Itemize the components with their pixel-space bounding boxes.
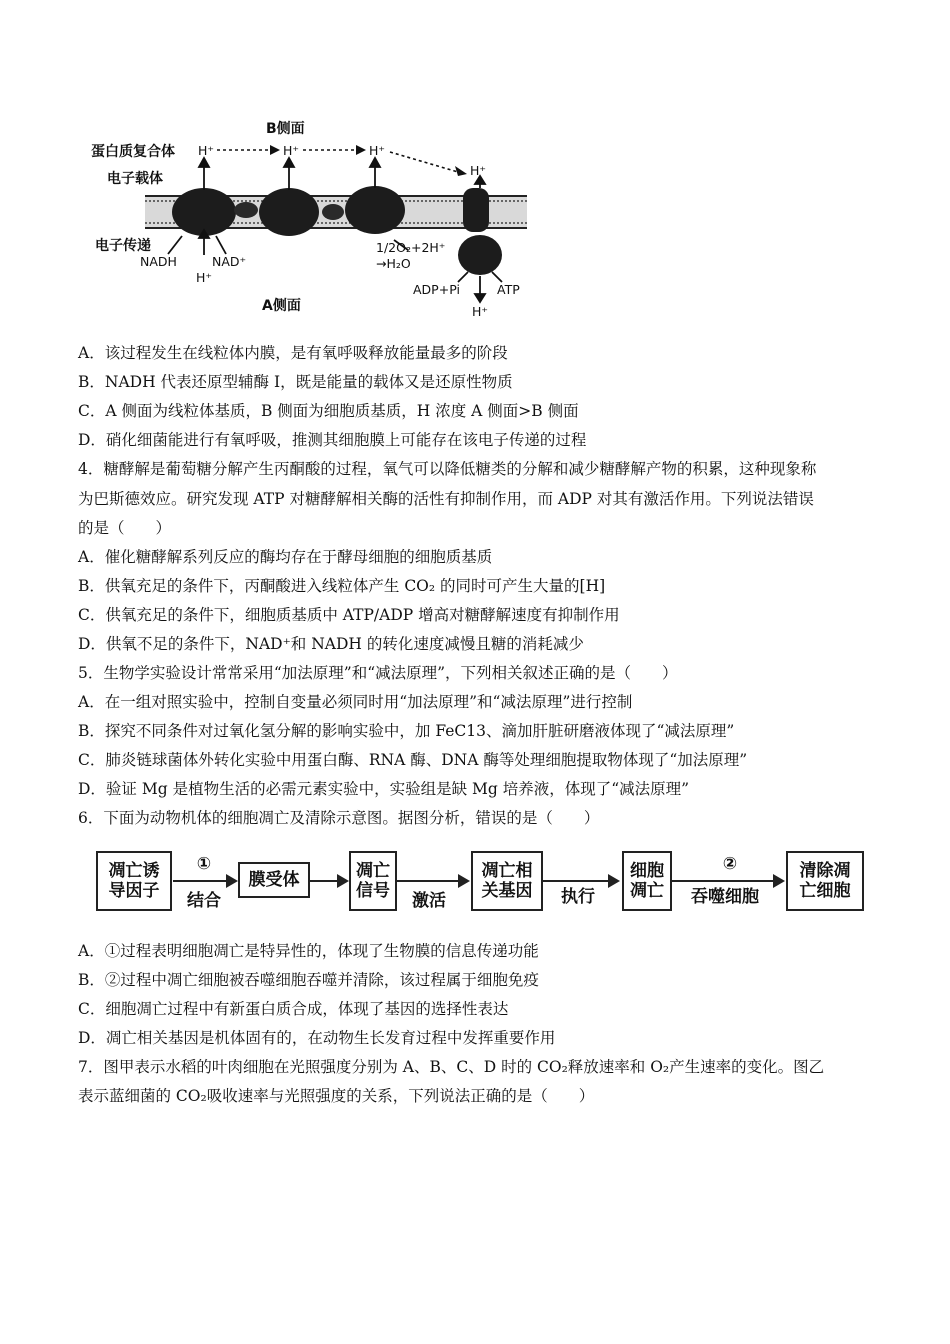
flow-arrow-2 <box>310 880 338 882</box>
b-side-label: B侧面 <box>266 121 305 137</box>
q4-stem-line-3: 的是（ ） <box>78 519 172 537</box>
flow-arrowhead-5 <box>773 874 785 888</box>
flow-arrowhead-3 <box>458 874 470 888</box>
electron-transport-diagram <box>0 0 950 330</box>
q5-option-c: C．肺炎链球菌体外转化实验中用蛋白酶、RNA 酶、DNA 酶等处理细胞提取物体现了“加法原理” <box>78 751 748 769</box>
electron-transfer-label: 电子传递 <box>95 238 151 254</box>
q6-option-a: A．①过程表明细胞凋亡是特异性的，体现了生物膜的信息传递功能 <box>78 942 539 960</box>
q3-option-c: C．A 侧面为线粒体基质，B 侧面为细胞质基质，H 浓度 A 侧面>B 侧面 <box>78 402 579 420</box>
flow-arrowhead-4 <box>608 874 620 888</box>
h-plus-label-5: H⁺ <box>196 270 212 285</box>
q6-option-b: B．②过程中凋亡细胞被吞噬细胞吞噬并清除，该过程属于细胞免疫 <box>78 971 539 989</box>
q6-option-d: D．凋亡相关基因是机体固有的，在动物生长发育过程中发挥重要作用 <box>78 1029 556 1047</box>
q3-option-b: B．NADH 代表还原型辅酶 I，既是能量的载体又是还原性物质 <box>78 373 513 391</box>
flow-step-1-number: ① <box>196 854 212 874</box>
q3-option-d: D．硝化细菌能进行有氧呼吸，推测其细胞膜上可能存在该电子传递的过程 <box>78 431 587 449</box>
q5-stem: 5．生物学实验设计常常采用“加法原理”和“减法原理”，下列相关叙述正确的是（ ） <box>78 664 678 682</box>
q4-option-b: B．供氧充足的条件下，丙酮酸进入线粒体产生 CO₂ 的同时可产生大量的[H] <box>78 577 606 595</box>
oxygen-equation-2: →H₂O <box>376 256 411 271</box>
nadh-label: NADH <box>140 254 177 269</box>
flow-box-signal: 凋亡 信号 <box>349 851 397 911</box>
q4-option-c: C．供氧充足的条件下，细胞质基质中 ATP/ADP 增高对糖酵解速度有抑制作用 <box>78 606 620 624</box>
electron-carrier-1 <box>234 202 258 218</box>
q4-stem-line-2: 为巴斯德效应。研究发现 ATP 对糖酵解相关酶的活性有抑制作用，而 ADP 对其有激活作用。下列说法错误 <box>78 490 814 508</box>
flow-box-receptor: 膜受体 <box>238 862 310 898</box>
flow-arrow-1 <box>173 880 227 882</box>
oxygen-equation-1: 1/2O₂+2H⁺ <box>376 240 446 255</box>
q4-option-d: D．供氧不足的条件下，NAD⁺和 NADH 的转化速度减慢且糖的消耗减少 <box>78 635 584 653</box>
flow-step-3-label: 执行 <box>561 887 595 907</box>
q4-stem-line-1: 4．糖酵解是葡萄糖分解产生丙酮酸的过程，氧气可以降低糖类的分解和减少糖酵解产物的积累，这种现象称 <box>78 460 817 478</box>
flow-arrowhead-2 <box>337 874 349 888</box>
flow-step-2-label: 激活 <box>412 891 446 911</box>
nad-label: NAD⁺ <box>212 254 247 269</box>
electron-carrier-label: 电子载体 <box>107 171 163 187</box>
flow-arrow-3 <box>397 880 459 882</box>
q7-stem-line-1: 7．图甲表示水稻的叶肉细胞在光照强度分别为 A、B、C、D 时的 CO₂释放速率和 O₂产生速率的变化。图乙 <box>78 1058 825 1076</box>
q5-option-a: A．在一组对照实验中，控制自变量必须同时用“加法原理”和“减法原理”进行控制 <box>78 693 633 711</box>
q6-option-c: C．细胞凋亡过程中有新蛋白质合成，体现了基因的选择性表达 <box>78 1000 509 1018</box>
protein-complex-label: 蛋白质复合体 <box>91 144 175 160</box>
h-plus-label-2: H⁺ <box>283 143 299 158</box>
q4-option-a: A．催化糖酵解系列反应的酶均存在于酵母细胞的细胞质基质 <box>78 548 493 566</box>
a-side-label: A侧面 <box>262 298 301 314</box>
flow-box-clearance: 清除凋 亡细胞 <box>786 851 864 911</box>
flow-step-4-number: ② <box>722 854 738 874</box>
electron-carrier-2 <box>322 204 344 220</box>
h-plus-label-6: H⁺ <box>472 304 488 319</box>
q3-option-a: A．该过程发生在线粒体内膜，是有氧呼吸释放能量最多的阶段 <box>78 344 508 362</box>
q5-option-d: D．验证 Mg 是植物生活的必需元素实验中，实验组是缺 Mg 培养液，体现了“减法原理” <box>78 780 690 798</box>
protein-complex-3 <box>345 186 405 234</box>
adp-pi-label: ADP+Pi <box>413 282 460 297</box>
flow-box-genes: 凋亡相 关基因 <box>471 851 543 911</box>
h-plus-label-3: H⁺ <box>369 143 385 158</box>
flow-step-4-label: 吞噬细胞 <box>691 887 759 907</box>
protein-complex-2 <box>259 188 319 236</box>
flow-box-apoptosis: 细胞 凋亡 <box>622 851 672 911</box>
q6-stem: 6．下面为动物机体的细胞凋亡及清除示意图。据图分析，错误的是（ ） <box>78 809 600 827</box>
q7-stem-line-2: 表示蓝细菌的 CO₂吸收速率与光照强度的关系，下列说法正确的是（ ） <box>78 1087 595 1105</box>
q5-option-b: B．探究不同条件对过氧化氢分解的影响实验中，加 FeC13、滴加肝脏研磨液体现了“减法原理” <box>78 722 735 740</box>
flow-step-1-label: 结合 <box>187 891 221 911</box>
h-plus-label-1: H⁺ <box>198 143 214 158</box>
flow-box-inducer: 凋亡诱 导因子 <box>96 851 172 911</box>
atp-label: ATP <box>497 282 520 297</box>
h-plus-label-4: H⁺ <box>470 163 486 178</box>
